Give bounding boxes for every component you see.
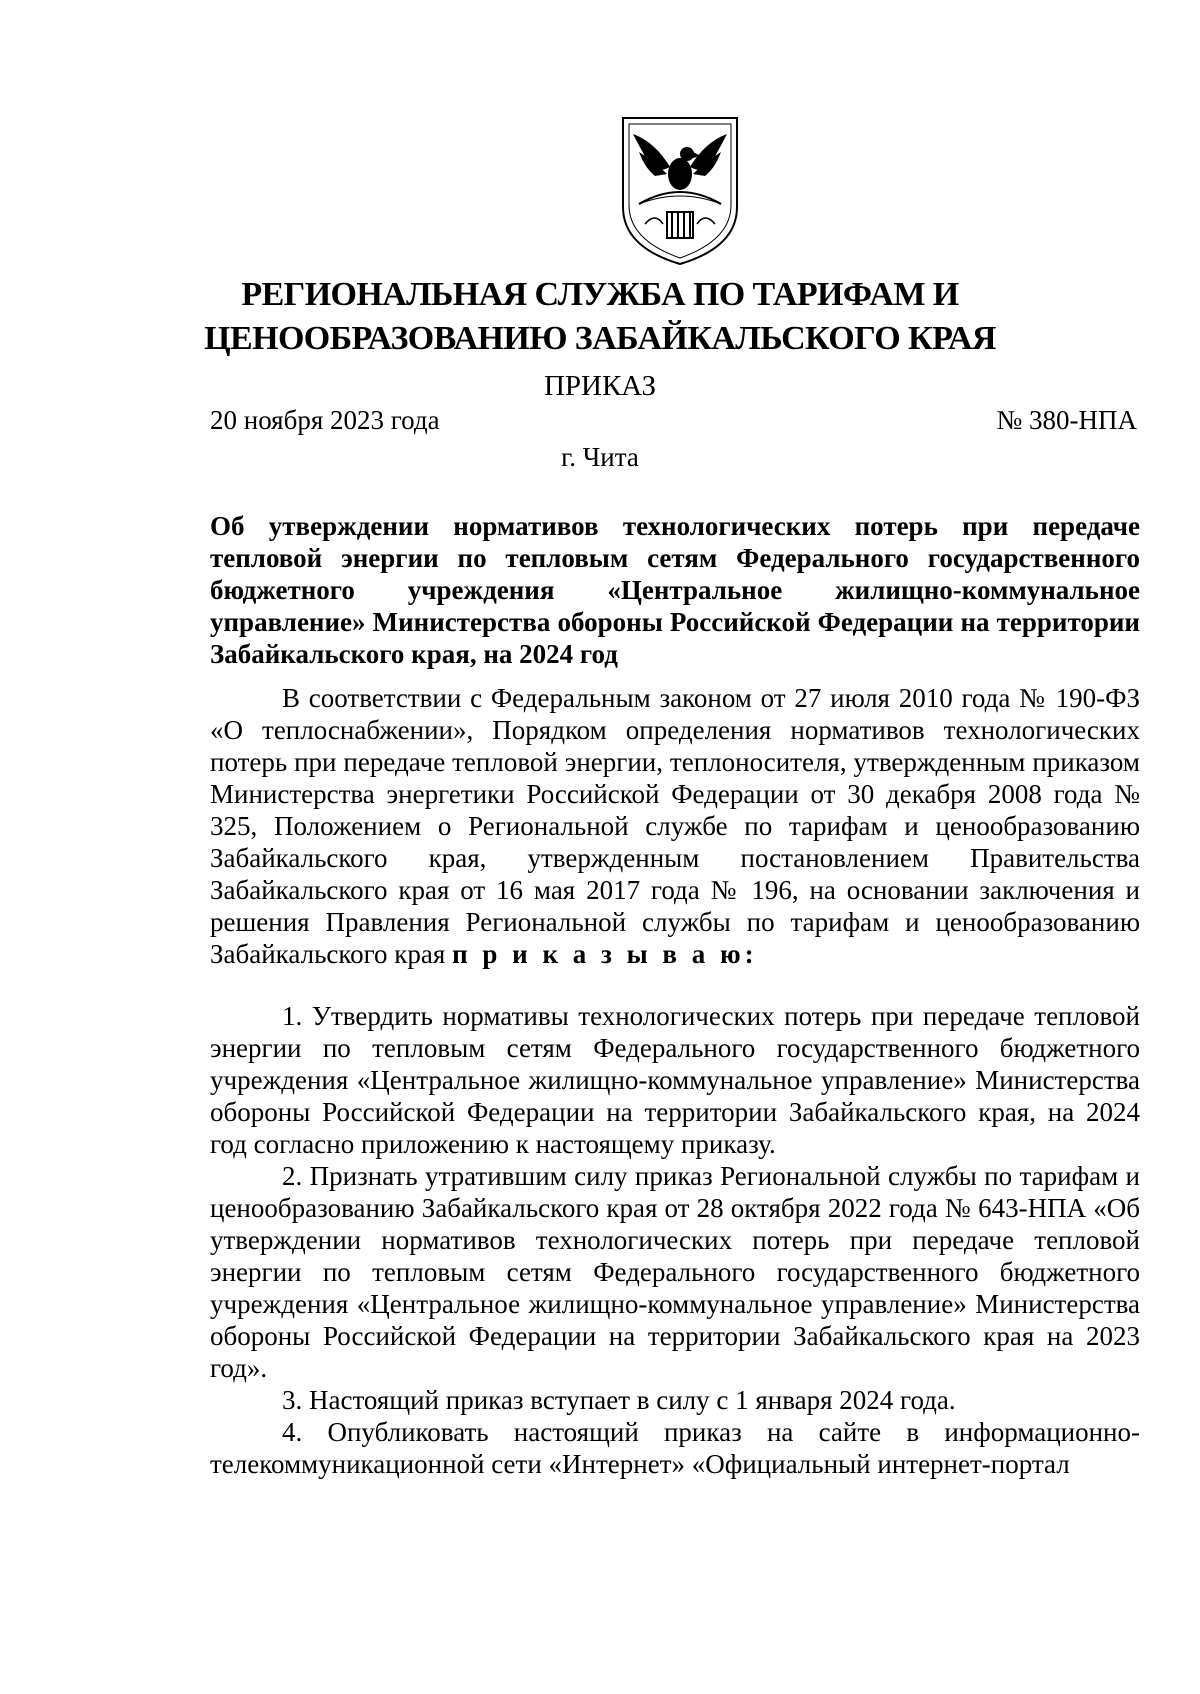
document-number: № 380-НПА: [996, 405, 1137, 435]
coat-of-arms-emblem: [615, 112, 745, 267]
order-word: п р и к а з ы в а ю:: [452, 939, 758, 969]
document-city: г. Чита: [561, 442, 639, 472]
item-4: 4. Опубликовать настоящий приказ на сайте в информационно-телекоммуникационной сети «Интернет» «Официальный интернет-портал: [210, 1417, 1140, 1479]
document-title: Об утверждении нормативов технологических потерь при передаче тепловой энергии по тепловым сетям Федерального государственного бюджетного учреждения «Центральное жилищно-коммунальное управление» Министерства обороны Российской Федерации на территории Забайкальского края, на 2024 год: [210, 511, 1140, 669]
agency-name-line1: РЕГИОНАЛЬНАЯ СЛУЖБА ПО ТАРИФАМ И: [241, 276, 959, 313]
item-2: 2. Признать утратившим силу приказ Региональной службы по тарифам и ценообразованию Забайкальского края от 28 октября 2022 года № 643-НПА «Об утверждении нормативов технологических потерь при передаче тепловой энергии по тепловым сетям Федерального государственного бюджетного учреждения «Центральное жилищно-коммунальное управление» Министерства обороны Российской Федерации на территории Забайкальского края на 2023 год».: [210, 1161, 1140, 1383]
agency-name: [150, 273, 1050, 361]
document-type: ПРИКАЗ: [543, 370, 657, 402]
preamble-text: В соответствии с Федеральным законом от 27 июля 2010 года № 190-ФЗ «О теплоснабжении», Порядком определения нормативов технологических потерь при передаче тепловой энергии, теплоносителя, утвержденным приказом Министерства энергетики Российской Федерации от 30 декабря 2008 года № 325, Положением о Региональной службе по тарифам и ценообразованию Забайкальского края, утвержденным постановлением Правительства Забайкальского края от 16 мая 2017 года № 196, на основании заключения и решения Правления Региональной службы по тарифам и ценообразованию Забайкальского края: [210, 683, 1140, 969]
document-date: 20 ноября 2023 года: [210, 405, 440, 435]
agency-name-line2: ЦЕНООБРАЗОВАНИЮ ЗАБАЙКАЛЬСКОГО КРАЯ: [204, 320, 996, 357]
preamble-paragraph: [210, 682, 1140, 970]
item-1: 1. Утвердить нормативы технологических потерь при передаче тепловой энергии по тепловым сетям Федерального государственного бюджетного учреждения «Центральное жилищно-коммунальное управление» Министерства обороны Российской Федерации на территории Забайкальского края, на 2024 год согласно приложению к настоящему приказу.: [210, 1001, 1140, 1159]
item-3: 3. Настоящий приказ вступает в силу с 1 января 2024 года.: [282, 1385, 956, 1415]
